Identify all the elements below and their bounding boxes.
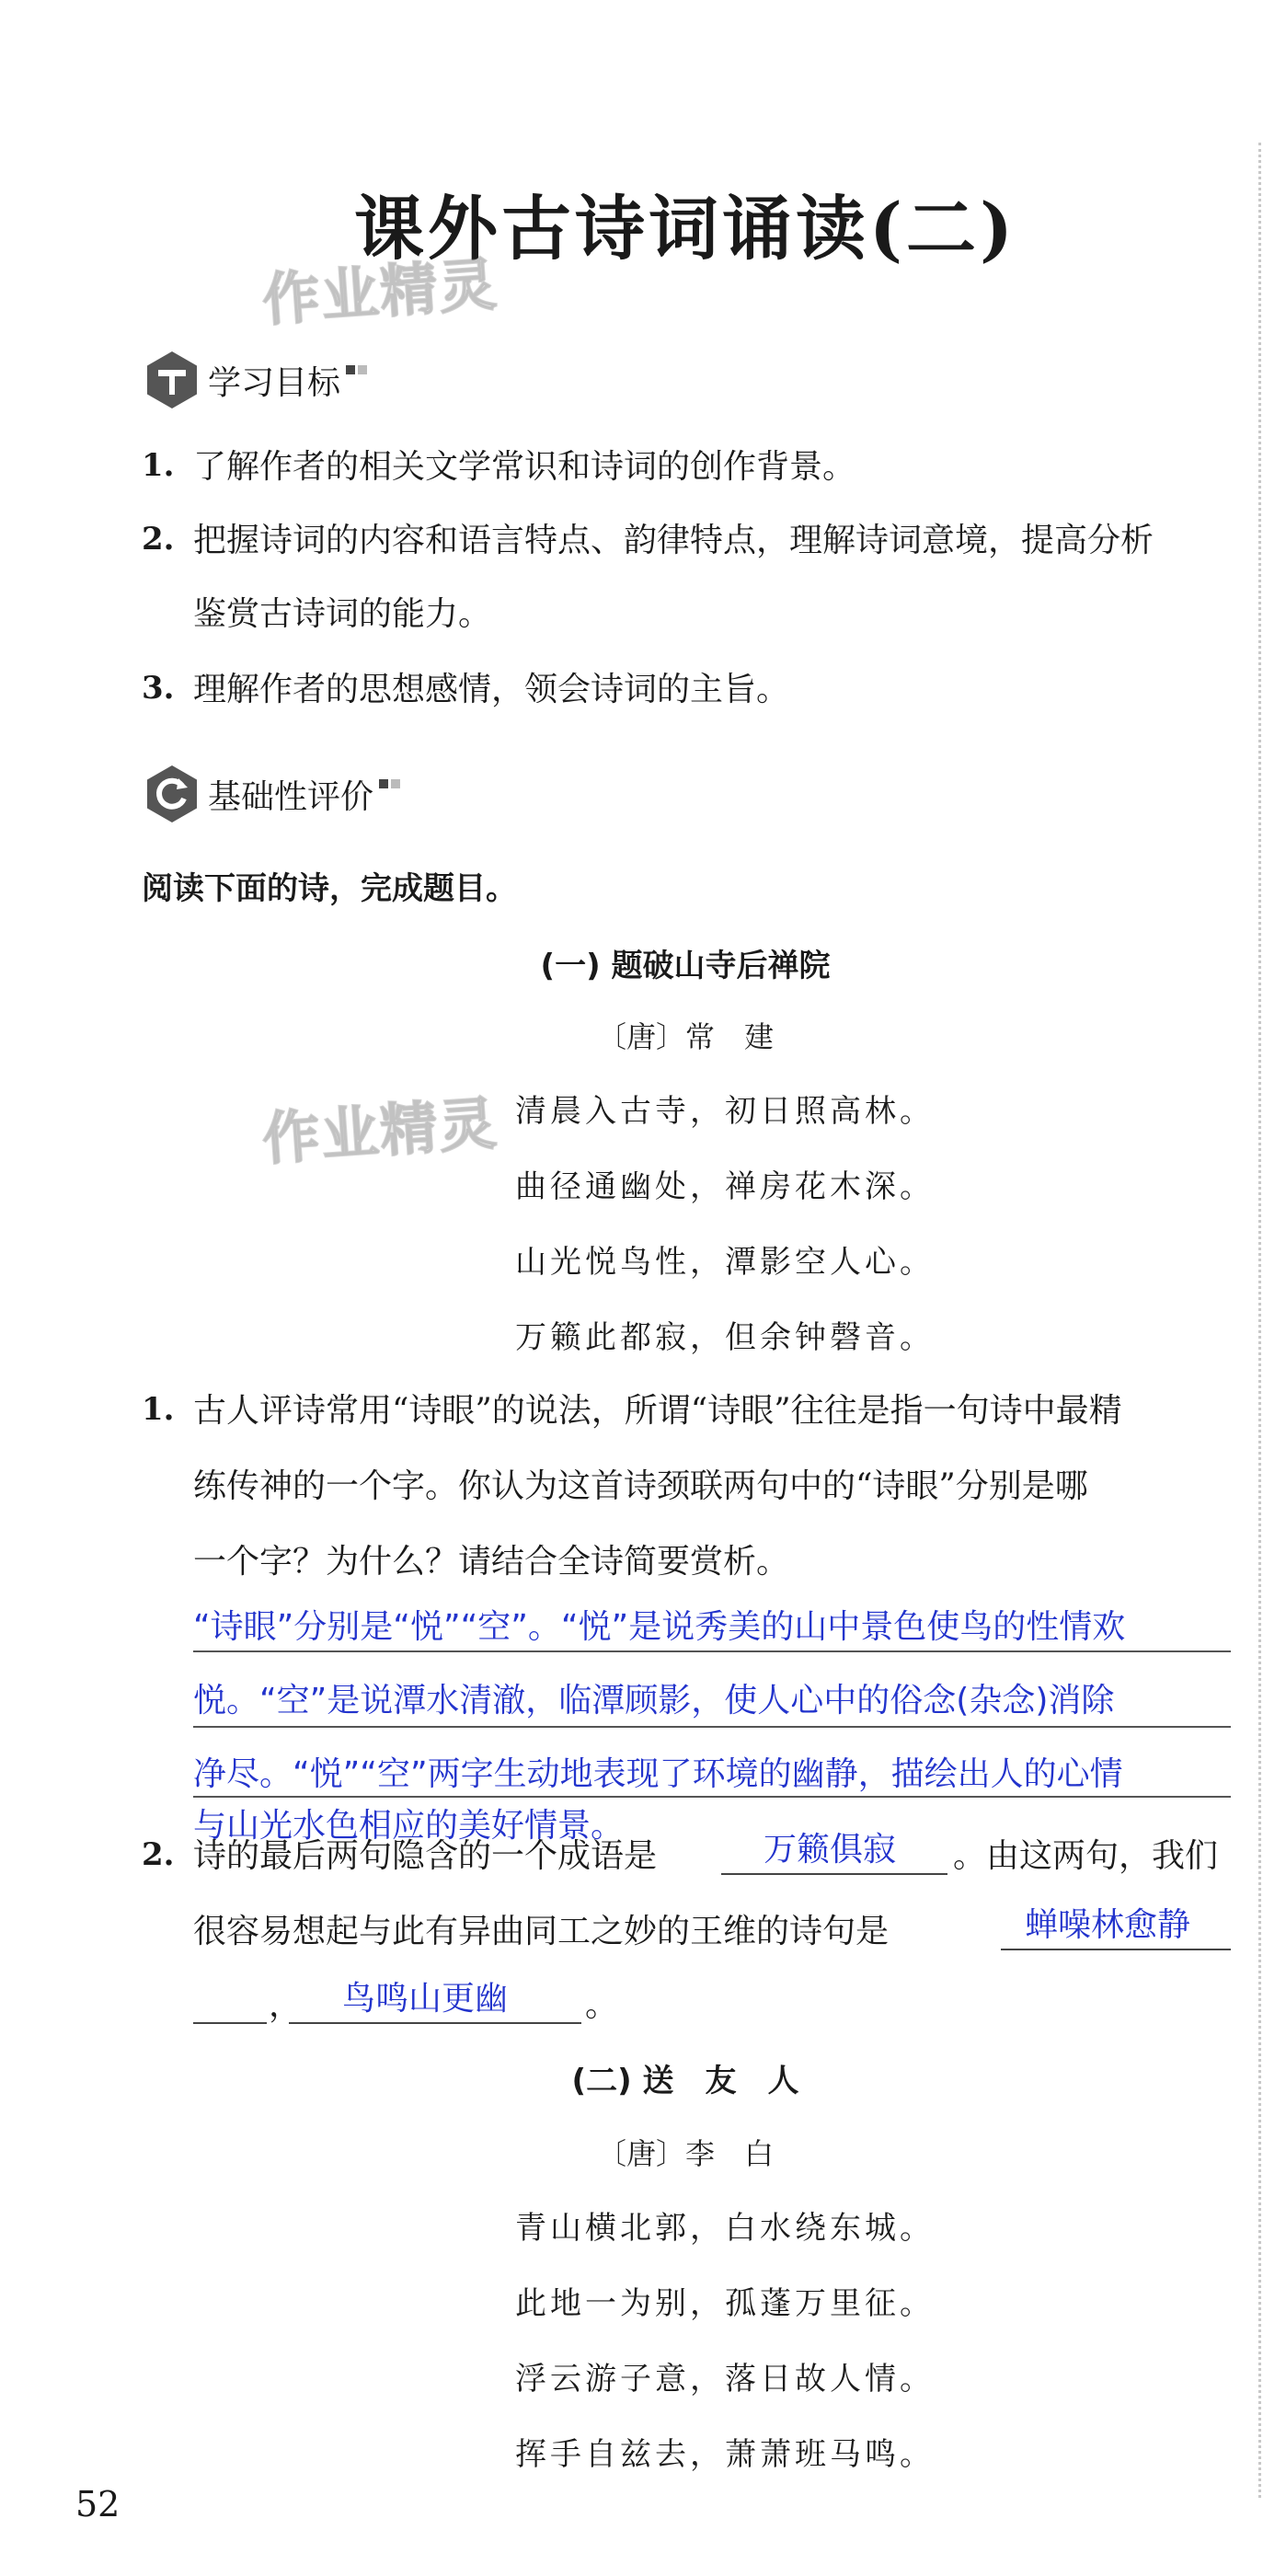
question-1-answer-line-3: 净尽。“悦”“空”两字生动地表现了环境的幽静，描绘出人的心情 bbox=[193, 1755, 1123, 1793]
heading-decoration bbox=[346, 365, 367, 374]
objective-2-text-line-1: 把握诗词的内容和语言特点、韵律特点，理解诗词意境，提高分析 bbox=[193, 522, 1154, 559]
page-title: 课外古诗词诵读(二) bbox=[354, 188, 1016, 270]
question-2-answer-verse-1: 蝉噪林愈静 bbox=[1025, 1906, 1191, 1944]
poem-1-line-1: 清晨入古寺，初日照高林。 bbox=[515, 1093, 935, 1130]
heading-decoration bbox=[379, 779, 400, 788]
poem-1-line-2: 曲径通幽处，禅房花木深。 bbox=[515, 1168, 935, 1205]
poem-1-line-3: 山光悦鸟性，潭影空人心。 bbox=[515, 1244, 935, 1281]
page-number: 52 bbox=[75, 2484, 121, 2524]
question-1-line-1: 古人评诗常用“诗眼”的说法，所谓“诗眼”往往是指一句诗中最精 bbox=[193, 1392, 1122, 1430]
question-2-text-b: 。由这两句，我们 bbox=[953, 1837, 1219, 1875]
poem-2-line-4: 挥手自兹去，萧萧班马鸣。 bbox=[515, 2436, 935, 2473]
question-2-answer-verse-2: 鸟鸣山更幽 bbox=[342, 1980, 509, 2018]
objectives-heading-label: 学习目标 bbox=[208, 363, 341, 402]
objective-1-text: 了解作者的相关文学常识和诗词的创作背景。 bbox=[193, 448, 856, 486]
poem-2-line-3: 浮云游子意，落日故人情。 bbox=[515, 2361, 935, 2398]
answer-blank-verse-1a bbox=[1001, 1949, 1231, 1950]
question-2-text-c: 很容易想起与此有异曲同工之妙的王维的诗句是 bbox=[193, 1913, 890, 1950]
poem-1-line-4: 万籁此都寂，但余钟磬音。 bbox=[515, 1319, 935, 1356]
poem-1-author: 〔唐〕常 建 bbox=[596, 1019, 774, 1054]
basic-eval-heading bbox=[142, 764, 400, 824]
question-1-answer-line-1: “诗眼”分别是“悦”“空”。“悦”是说秀美的山中景色使鸟的性情欢 bbox=[193, 1608, 1126, 1646]
question-2-answer-idiom: 万籁俱寂 bbox=[764, 1831, 897, 1869]
answer-rule-3 bbox=[193, 1796, 1231, 1798]
question-2-period: 。 bbox=[585, 1986, 619, 2024]
poem-1-title: (一) 题破山寺后禅院 bbox=[540, 948, 831, 984]
question-1-line-2: 练传神的一个字。你认为这首诗颈联两句中的“诗眼”分别是哪 bbox=[193, 1467, 1088, 1505]
question-2-comma: ， bbox=[269, 1986, 303, 2024]
objective-2-text-line-2: 鉴赏古诗词的能力。 bbox=[193, 595, 492, 633]
answer-blank-idiom bbox=[721, 1873, 947, 1875]
answer-rule-1 bbox=[193, 1650, 1231, 1652]
objective-3-number: 3. bbox=[142, 670, 175, 707]
refresh-icon bbox=[142, 764, 202, 824]
answer-blank-verse-1b bbox=[193, 2022, 267, 2024]
watermark-middle: 作业精灵 bbox=[260, 1089, 500, 1173]
question-1-number: 1. bbox=[142, 1391, 175, 1428]
reading-instruction: 阅读下面的诗，完成题目。 bbox=[142, 870, 517, 907]
objective-1-number: 1. bbox=[142, 447, 175, 484]
answer-blank-verse-2 bbox=[289, 2022, 581, 2024]
objective-3-text: 理解作者的思想感情，领会诗词的主旨。 bbox=[193, 671, 790, 708]
objective-2-number: 2. bbox=[142, 521, 175, 558]
hammer-icon bbox=[142, 350, 202, 410]
question-2-number: 2. bbox=[142, 1836, 175, 1873]
question-2-text-a: 诗的最后两句隐含的一个成语是 bbox=[193, 1837, 658, 1875]
poem-2-title: (二) 送 友 人 bbox=[571, 2063, 799, 2099]
poem-2-line-1: 青山横北郭，白水绕东城。 bbox=[515, 2210, 935, 2247]
poem-2-line-2: 此地一为别，孤蓬万里征。 bbox=[515, 2285, 935, 2322]
answer-rule-2 bbox=[193, 1726, 1231, 1728]
basic-eval-heading-label: 基础性评价 bbox=[208, 777, 374, 816]
question-1-line-3: 一个字？为什么？请结合全诗简要赏析。 bbox=[193, 1543, 790, 1581]
question-1-answer-line-2: 悦。“空”是说潭水清澈，临潭顾影，使人心中的俗念(杂念)消除 bbox=[193, 1682, 1115, 1719]
question-1-answer-line-4: 与山光水色相应的美好情景。 bbox=[193, 1807, 625, 1845]
poem-2-author: 〔唐〕李 白 bbox=[596, 2136, 774, 2171]
watermark-top: 作业精灵 bbox=[260, 250, 500, 334]
objectives-heading bbox=[142, 350, 367, 410]
